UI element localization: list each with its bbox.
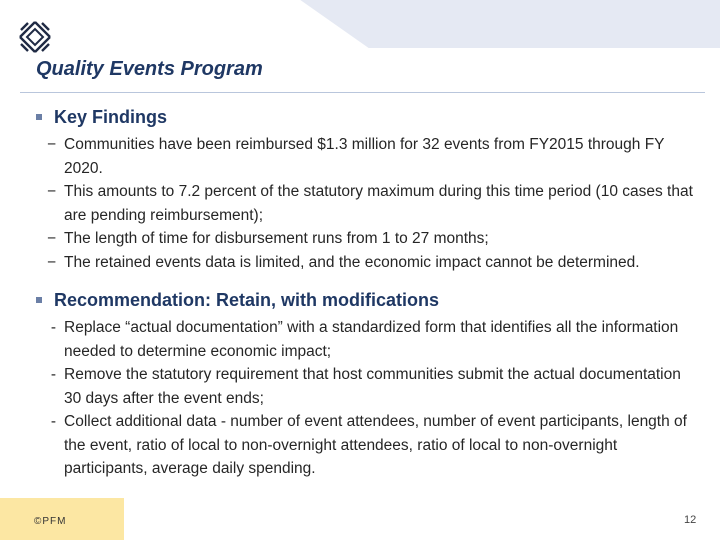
list-item-text: The length of time for disbursement runs from 1 to 27 months;: [64, 230, 489, 247]
pfm-logo-icon: [16, 18, 54, 56]
list-item: [36, 251, 696, 275]
top-decorative-band: [0, 0, 720, 48]
list-item-text: Collect additional data - number of event attendees, number of event participants, length of the event, ratio of local to non-overnight attendees, ratio of local to non-overnight participants, average daily spending.: [64, 413, 687, 477]
list-item-text: This amounts to 7.2 percent of the statutory maximum during this time period (10 cases that are pending reimbursement);: [64, 183, 693, 224]
page-title: Quality Events Program: [36, 58, 263, 80]
slide-content: [36, 105, 696, 495]
page-number: 12: [684, 514, 697, 526]
list-item: [36, 410, 696, 481]
section-recommendation: [36, 288, 696, 481]
band-shape: [232, 0, 720, 48]
square-bullet-icon: [36, 297, 42, 303]
list-item-text: Replace “actual documentation” with a standardized form that identifies all the information needed to determine economic impact;: [64, 319, 679, 360]
list-marker: −: [46, 230, 56, 247]
section-heading: [36, 105, 696, 129]
square-bullet-icon: [36, 114, 42, 120]
recommendation-list: [36, 316, 696, 481]
footer-copyright: ©PFM: [34, 516, 67, 527]
section-heading: [36, 288, 696, 312]
section-heading-text: Key Findings: [54, 107, 168, 127]
list-item-text: Remove the statutory requirement that host communities submit the actual documentation 30 days after the event ends;: [64, 366, 681, 407]
list-marker: −: [46, 183, 56, 200]
list-marker: −: [46, 136, 56, 153]
list-marker: −: [46, 253, 56, 271]
list-marker: -: [50, 366, 56, 383]
list-item: [36, 133, 696, 180]
list-item: [36, 363, 696, 410]
list-item: [36, 316, 696, 363]
key-findings-list: [36, 133, 696, 274]
list-item: [36, 227, 696, 251]
section-key-findings: [36, 105, 696, 274]
section-heading-text: Recommendation: Retain, with modifications: [54, 290, 440, 310]
list-marker: -: [50, 319, 56, 336]
list-item-text: Communities have been reimbursed $1.3 million for 32 events from FY2015 through FY 2020.: [64, 136, 665, 177]
list-item: [36, 180, 696, 227]
list-item-text: The retained events data is limited, and the economic impact cannot be determined.: [64, 253, 640, 271]
list-marker: -: [50, 413, 56, 430]
title-divider: [20, 92, 705, 93]
